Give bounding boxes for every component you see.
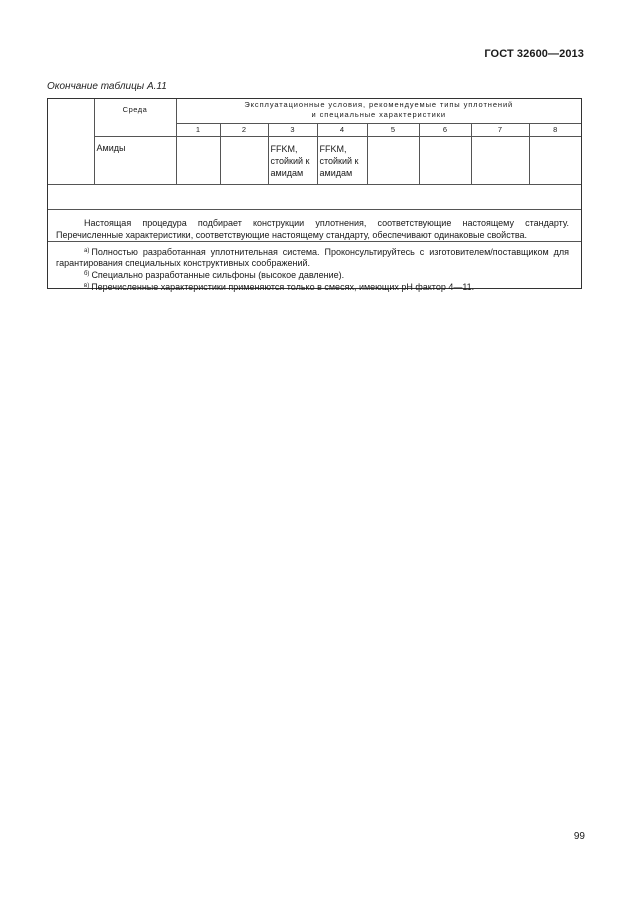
footnote-a <box>56 246 569 269</box>
footnote-b <box>56 269 569 281</box>
cell-line: FFKM, <box>270 143 298 154</box>
footnote-mark: б) <box>84 271 90 277</box>
column-number: 6 <box>419 123 471 136</box>
header-conditions <box>176 99 581 123</box>
table-cell <box>529 136 581 184</box>
cell-line: амидам <box>319 167 353 178</box>
header-conditions-line2: и специальные характеристики <box>311 110 446 119</box>
table-cell <box>471 136 529 184</box>
table-cell <box>419 136 471 184</box>
seal-table <box>48 99 581 185</box>
cell-line: FFKM, <box>319 143 347 154</box>
cell-line: амидам <box>270 167 304 178</box>
table-cell <box>176 136 220 184</box>
procedure-text: Настоящая процедура подбирает конструкции уплотнения, соответствующие настоящему стандарту. Перечисленные характеристики, соответствующие настоящему стандарту, обеспечивают одинаковые свойства. <box>56 218 569 240</box>
footnote-text: Полностью разработанная уплотнительная система. Проконсультируйтесь с изготовителем/поставщиком для гарантирования специальных конструктивных соображений. <box>56 247 569 268</box>
blank-left-cell <box>48 99 94 184</box>
header-conditions-line1: Эксплуатационные условия, рекомендуемые типы уплотнений <box>244 100 514 109</box>
footnote-mark: а) <box>84 248 90 254</box>
column-number: 2 <box>220 123 268 136</box>
standard-header: ГОСТ 32600—2013 <box>484 48 584 60</box>
column-number: 4 <box>317 123 367 136</box>
header-medium: Среда <box>94 99 176 136</box>
cell-line: стойкий к <box>270 155 310 166</box>
column-number: 8 <box>529 123 581 136</box>
cell-line: стойкий к <box>319 155 359 166</box>
table-cell <box>367 136 419 184</box>
page-number: 99 <box>573 831 585 842</box>
table-cell <box>220 136 268 184</box>
footnote-c <box>56 281 569 293</box>
column-number: 7 <box>471 123 529 136</box>
column-number: 1 <box>176 123 220 136</box>
procedure-note <box>48 209 581 242</box>
table-cell-col3 <box>268 136 317 184</box>
medium-cell: Амиды <box>94 136 176 184</box>
table-frame <box>47 98 582 292</box>
footnotes <box>48 244 581 293</box>
column-number: 5 <box>367 123 419 136</box>
table-caption: Окончание таблицы А.11 <box>47 81 167 92</box>
footnote-text: Специально разработанные сильфоны (высокое давление). <box>91 270 345 280</box>
table-row <box>48 136 581 184</box>
table-cell-col4 <box>317 136 367 184</box>
footnote-mark: в) <box>84 283 90 289</box>
footnote-text: Перечисленные характеристики применяются только в смесях, имеющих pH фактор 4—11. <box>91 282 475 292</box>
column-number: 3 <box>268 123 317 136</box>
